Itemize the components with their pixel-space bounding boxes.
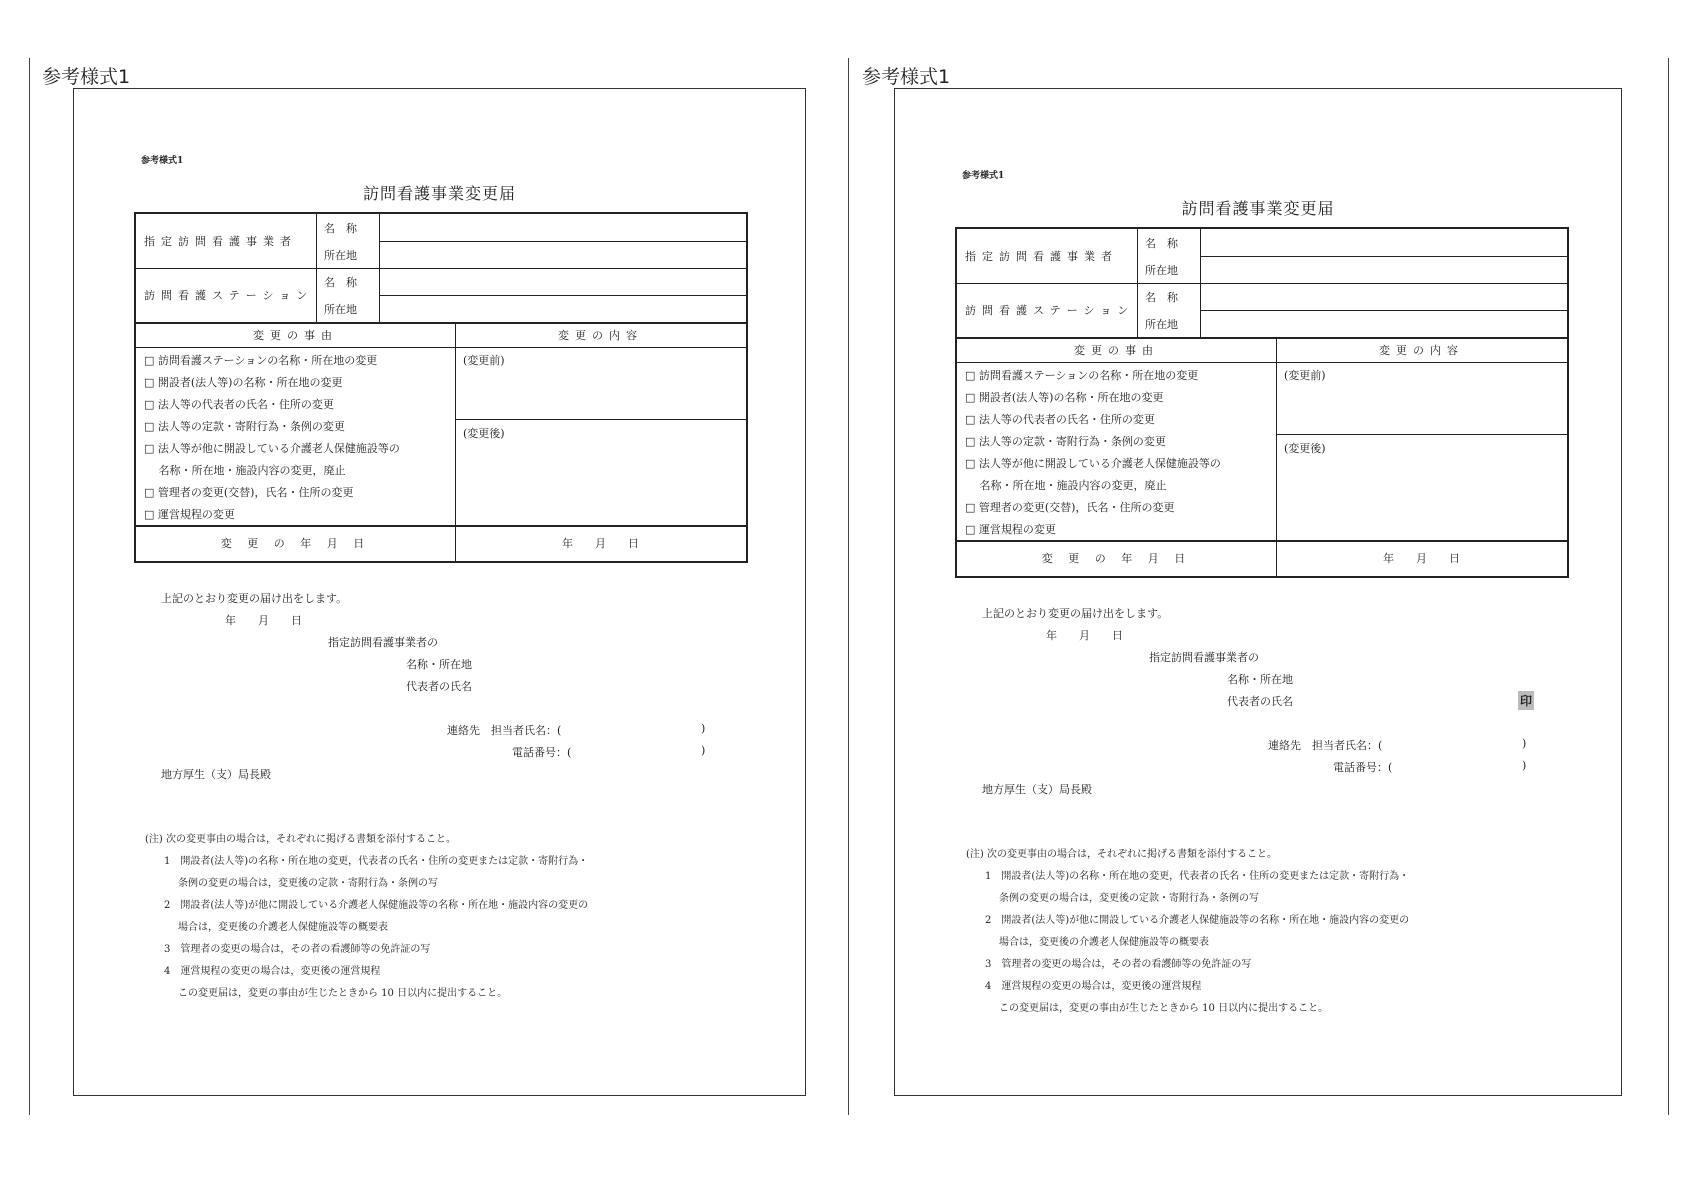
after-change-label: (変更後) — [463, 427, 505, 440]
provider-address-field[interactable] — [386, 241, 742, 268]
station-label: 訪問看護ステーション — [144, 289, 314, 302]
form-title: 訪問看護事業変更届 — [362, 184, 516, 203]
provider-address-field[interactable] — [1207, 256, 1563, 283]
reason-item[interactable]: □ 管理者の変更(交替)，氏名・住所の変更 — [965, 501, 1175, 514]
document-page-left — [73, 88, 806, 1096]
reason-item[interactable]: □ 運営規程の変更 — [144, 508, 235, 521]
page-label-right: 参考様式1 — [862, 66, 951, 88]
note-item: 1 開設者(法人等)の名称・所在地の変更，代表者の氏名・住所の変更または定款・寄附行為・ — [985, 871, 1410, 882]
form-table — [955, 227, 1569, 578]
note-item-continued: 条例の変更の場合は，変更後の定款・寄附行為・条例の写 — [178, 878, 438, 889]
provider-name-label: 名 称 — [1145, 236, 1178, 250]
contact-label: 連絡先 担当者氏名：( — [1268, 739, 1383, 752]
station-address-field[interactable] — [1207, 310, 1563, 337]
seal-mark: 印 — [1518, 691, 1534, 710]
phone-label: 電話番号：( — [1333, 761, 1393, 774]
reason-item-continued: 名称・所在地・施設内容の変更，廃止 — [965, 479, 1167, 492]
reason-item[interactable]: □ 法人等の代表者の氏名・住所の変更 — [965, 413, 1155, 426]
declaration-date: 年 月 日 — [225, 614, 302, 627]
reason-item[interactable]: □ 訪問看護ステーションの名称・所在地の変更 — [965, 369, 1199, 382]
provider-name-label: 名 称 — [324, 221, 357, 235]
form-small-label: 参考様式1 — [962, 171, 1005, 181]
content-header: 変更の内容 — [558, 328, 643, 342]
note-item-continued: 場合は，変更後の介護老人保健施設等の概要表 — [999, 937, 1209, 948]
phone-close-paren: ) — [1522, 759, 1527, 772]
note-deadline: この変更届は，変更の事由が生じたときから 10 日以内に提出すること。 — [178, 988, 508, 999]
document-page-right — [894, 88, 1622, 1096]
name-address-label: 名称・所在地 — [406, 658, 472, 671]
change-notification-form — [895, 104, 1621, 1110]
contact-close-paren: ) — [701, 722, 706, 735]
provider-name-field[interactable] — [1207, 229, 1563, 256]
reason-item[interactable]: □ 開設者(法人等)の名称・所在地の変更 — [965, 391, 1164, 404]
reason-item-continued: 名称・所在地・施設内容の変更，廃止 — [144, 464, 346, 477]
reason-item[interactable]: □ 法人等が他に開設している介護老人保健施設等の — [144, 442, 400, 455]
change-date-value[interactable]: 年 月 日 — [562, 537, 639, 550]
reason-item[interactable]: □ 開設者(法人等)の名称・所在地の変更 — [144, 376, 343, 389]
change-notification-form — [74, 89, 805, 1095]
note-item-continued: 条例の変更の場合は，変更後の定款・寄附行為・条例の写 — [999, 893, 1259, 904]
addressee: 地方厚生（支）局長殿 — [982, 783, 1092, 796]
page-divider-left — [29, 58, 30, 1115]
name-address-label: 名称・所在地 — [1227, 673, 1293, 686]
phone-label: 電話番号：( — [512, 746, 572, 759]
reason-item[interactable]: □ 法人等の定款・寄附行為・条例の変更 — [144, 420, 345, 433]
station-name-label: 名 称 — [324, 275, 357, 289]
reason-header: 変更の事由 — [253, 328, 338, 342]
note-item: 2 開設者(法人等)が他に開設している介護老人保健施設等の名称・所在地・施設内容の変更の — [164, 900, 589, 911]
reason-item[interactable]: □ 法人等の定款・寄附行為・条例の変更 — [965, 435, 1166, 448]
reason-item[interactable]: □ 法人等の代表者の氏名・住所の変更 — [144, 398, 334, 411]
page-divider-right — [1668, 58, 1669, 1115]
station-name-field[interactable] — [386, 268, 742, 295]
note-item-continued: 場合は，変更後の介護老人保健施設等の概要表 — [178, 922, 388, 933]
declaration-date: 年 月 日 — [1046, 629, 1123, 642]
station-address-field[interactable] — [386, 295, 742, 322]
note-item: 4 運営規程の変更の場合は，変更後の運営規程 — [985, 981, 1202, 992]
note-deadline: この変更届は，変更の事由が生じたときから 10 日以内に提出すること。 — [999, 1003, 1329, 1014]
station-label: 訪問看護ステーション — [965, 304, 1135, 317]
page-label-left: 参考様式1 — [42, 66, 131, 88]
change-date-value[interactable]: 年 月 日 — [1383, 552, 1460, 565]
representative-label: 代表者の氏名 — [406, 680, 472, 693]
change-date-label: 変 更 の 年 月 日 — [220, 537, 371, 550]
note-heading: (注) 次の変更事由の場合は，それぞれに掲げる書類を添付すること。 — [145, 834, 456, 845]
station-name-label: 名 称 — [1145, 290, 1178, 304]
content-header: 変更の内容 — [1379, 343, 1464, 357]
station-name-field[interactable] — [1207, 283, 1563, 310]
reason-item[interactable]: □ 運営規程の変更 — [965, 523, 1056, 536]
note-heading: (注) 次の変更事由の場合は，それぞれに掲げる書類を添付すること。 — [966, 849, 1277, 860]
reason-item[interactable]: □ 訪問看護ステーションの名称・所在地の変更 — [144, 354, 378, 367]
form-table — [134, 212, 748, 563]
provider-of-label: 指定訪問看護事業者の — [328, 636, 438, 649]
provider-address-label: 所在地 — [1145, 263, 1178, 277]
note-item: 3 管理者の変更の場合は，その者の看護師等の免許証の写 — [164, 944, 431, 955]
reason-header: 変更の事由 — [1074, 343, 1159, 357]
note-item: 3 管理者の変更の場合は，その者の看護師等の免許証の写 — [985, 959, 1252, 970]
form-small-label: 参考様式1 — [141, 156, 184, 166]
after-change-label: (変更後) — [1284, 442, 1326, 455]
declaration-text: 上記のとおり変更の届け出をします。 — [982, 607, 1169, 620]
form-title: 訪問看護事業変更届 — [1181, 199, 1335, 218]
change-date-label: 変 更 の 年 月 日 — [1041, 552, 1192, 565]
note-item: 1 開設者(法人等)の名称・所在地の変更，代表者の氏名・住所の変更または定款・寄附行為・ — [164, 856, 589, 867]
reason-item[interactable]: □ 管理者の変更(交替)，氏名・住所の変更 — [144, 486, 354, 499]
before-change-label: (変更前) — [463, 354, 505, 367]
contact-close-paren: ) — [1522, 737, 1527, 750]
before-change-label: (変更前) — [1284, 369, 1326, 382]
contact-label: 連絡先 担当者氏名：( — [447, 724, 562, 737]
note-item: 4 運営規程の変更の場合は，変更後の運営規程 — [164, 966, 381, 977]
provider-name-field[interactable] — [386, 214, 742, 241]
phone-close-paren: ) — [701, 744, 706, 757]
provider-label: 指定訪問看護事業者 — [144, 235, 297, 248]
provider-address-label: 所在地 — [324, 248, 357, 262]
page-divider-middle — [848, 58, 849, 1115]
note-item: 2 開設者(法人等)が他に開設している介護老人保健施設等の名称・所在地・施設内容の変更の — [985, 915, 1410, 926]
addressee: 地方厚生（支）局長殿 — [161, 768, 271, 781]
station-address-label: 所在地 — [324, 302, 357, 316]
provider-of-label: 指定訪問看護事業者の — [1149, 651, 1259, 664]
declaration-text: 上記のとおり変更の届け出をします。 — [161, 592, 348, 605]
representative-label: 代表者の氏名 — [1227, 695, 1293, 708]
provider-label: 指定訪問看護事業者 — [965, 250, 1118, 263]
station-address-label: 所在地 — [1145, 317, 1178, 331]
reason-item[interactable]: □ 法人等が他に開設している介護老人保健施設等の — [965, 457, 1221, 470]
